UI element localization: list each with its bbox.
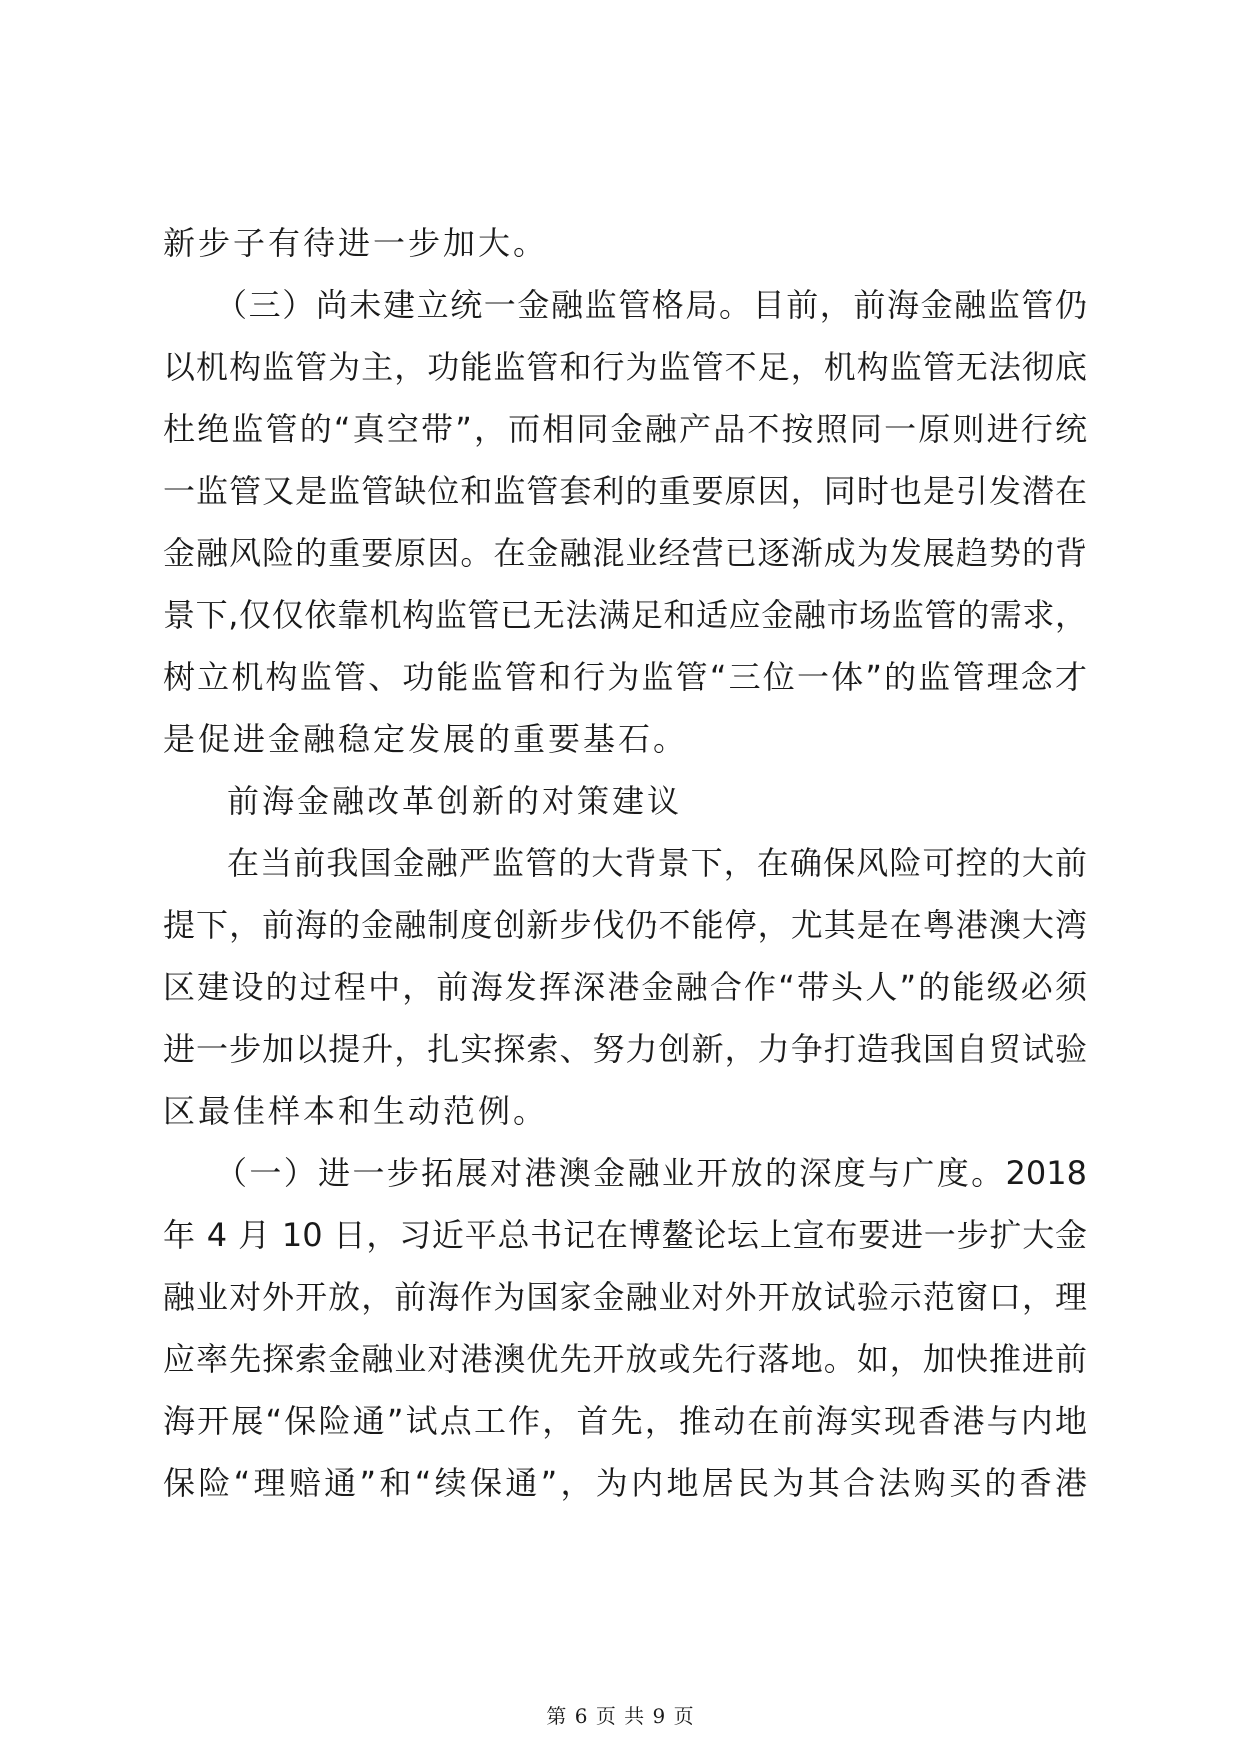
text-line: 在当前我国金融严监管的大背景下，在确保风险可控的大前 bbox=[227, 844, 1087, 882]
text-line: 新步子有待进一步加大。 bbox=[163, 224, 549, 262]
document-body bbox=[163, 212, 1087, 1514]
text-line: 区建设的过程中，前海发挥深港金融合作“带头人”的能级必须 bbox=[163, 968, 1087, 1006]
text-line: 进一步加以提升，扎实探索、努力创新，力争打造我国自贸试验 bbox=[163, 1030, 1087, 1068]
text-line: （一）进一步拓展对港澳金融业开放的深度与广度。2018 bbox=[215, 1154, 1087, 1192]
page-footer bbox=[0, 1700, 1241, 1729]
text-line: （三）尚未建立统一金融监管格局。目前，前海金融监管仍 bbox=[215, 286, 1087, 324]
text-line: 杜绝监管的“真空带”，而相同金融产品不按照同一原则进行统 bbox=[163, 410, 1087, 448]
text-line: 提下，前海的金融制度创新步伐仍不能停，尤其是在粤港澳大湾 bbox=[163, 906, 1087, 944]
section-heading: 前海金融改革创新的对策建议 bbox=[227, 782, 683, 820]
text-line: 海开展“保险通”试点工作，首先，推动在前海实现香港与内地 bbox=[163, 1402, 1087, 1440]
text-line: 树立机构监管、功能监管和行为监管“三位一体”的监管理念才 bbox=[163, 658, 1087, 696]
text-line: 以机构监管为主，功能监管和行为监管不足，机构监管无法彻底 bbox=[163, 348, 1087, 386]
page-number-label: 第 6 页 共 9 页 bbox=[546, 1704, 695, 1728]
text-line: 金融风险的重要原因。在金融混业经营已逐渐成为发展趋势的背 bbox=[163, 534, 1087, 572]
text-line: 保险“理赔通”和“续保通”，为内地居民为其合法购买的香港 bbox=[163, 1464, 1087, 1502]
text-line: 融业对外开放，前海作为国家金融业对外开放试验示范窗口，理 bbox=[163, 1278, 1087, 1316]
text-line: 应率先探索金融业对港澳优先开放或先行落地。如，加快推进前 bbox=[163, 1340, 1087, 1378]
text-line: 一监管又是监管缺位和监管套利的重要原因，同时也是引发潜在 bbox=[163, 472, 1087, 510]
text-line: 是促进金融稳定发展的重要基石。 bbox=[163, 720, 689, 758]
text-line: 区最佳样本和生动范例。 bbox=[163, 1092, 549, 1130]
text-line: 年 4 月 10 日，习近平总书记在博鳌论坛上宣布要进一步扩大金 bbox=[163, 1216, 1087, 1254]
text-line: 景下,仅仅依靠机构监管已无法满足和适应金融市场监管的需求， bbox=[163, 596, 1087, 634]
